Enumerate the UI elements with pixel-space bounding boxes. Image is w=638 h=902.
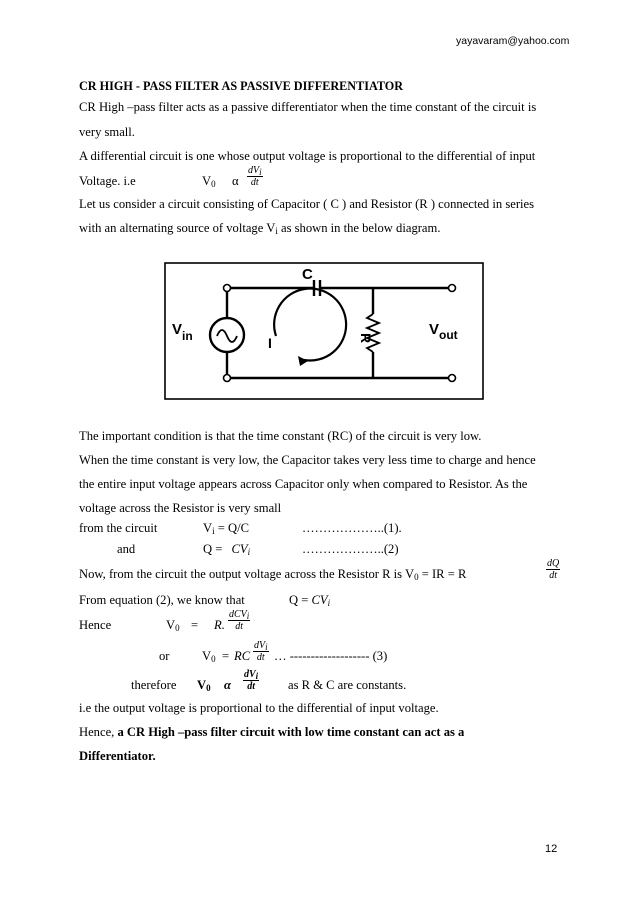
or-c: = xyxy=(222,649,230,663)
eq2-mid-a: Q = xyxy=(203,542,223,556)
there-den: dt xyxy=(247,681,255,692)
hence-num-sub: i xyxy=(246,611,250,621)
eq1-left: from the circuit xyxy=(79,521,158,535)
intro-v0-symbol: V xyxy=(202,174,212,188)
intro-line-3: A differential circuit is one whose output voltage is proportional to the differential of input xyxy=(79,149,536,163)
label-vout-v: V xyxy=(429,321,440,338)
hence-c: = xyxy=(191,618,199,632)
or-num: dV xyxy=(254,640,266,651)
eq2-mid-b: CV xyxy=(231,542,248,556)
terminal-out-top xyxy=(449,285,456,292)
or-v0 xyxy=(202,648,216,664)
there-v0 xyxy=(197,677,211,693)
conclusion-line-2: Differentiator. xyxy=(79,749,156,763)
now-line xyxy=(79,566,466,582)
eq2-mid-sub: i xyxy=(247,547,251,557)
eq2-left: and xyxy=(117,542,136,556)
intro-alpha: α xyxy=(232,174,239,188)
fromeq-b xyxy=(289,592,330,608)
there-b: V xyxy=(197,678,207,692)
intro-v0 xyxy=(202,173,216,189)
label-current: I xyxy=(268,335,272,351)
intro-frac-num-sub: i xyxy=(259,167,262,177)
label-vout xyxy=(429,321,458,342)
there-num-sub: i xyxy=(255,671,259,681)
label-c: C xyxy=(302,266,313,283)
intro-frac-den: dt xyxy=(250,177,259,188)
label-vin xyxy=(172,321,193,343)
hence-v0 xyxy=(166,617,180,633)
or-fraction xyxy=(253,640,269,663)
fromeq-a: From equation (2), we know that xyxy=(79,593,245,607)
label-vout-sub: out xyxy=(439,328,458,342)
terminal-out-bottom xyxy=(449,375,456,382)
hence-den: dt xyxy=(235,621,244,632)
now-sub: 0 xyxy=(414,572,419,582)
body-line-4: voltage across the Resistor is very small xyxy=(79,501,282,515)
there-c: α xyxy=(224,678,231,692)
body-line-3: the entire input voltage appears across Capacitor only when compared to Resistor. As the xyxy=(79,477,528,491)
hence-sub: 0 xyxy=(175,623,180,633)
label-vin-sub: in xyxy=(182,329,193,343)
intro-line-1: CR High –pass filter acts as a passive differentiator when the time constant of the circuit is xyxy=(79,100,537,114)
hence2-b: a CR High –pass filter circuit with low time constant can act as a xyxy=(114,725,465,739)
eq1-mid-b: = Q/C xyxy=(214,521,250,535)
there-a: therefore xyxy=(131,678,177,692)
eq2-right: ………………..(2) xyxy=(302,542,399,556)
intro-line-5-sub: i xyxy=(275,226,278,236)
conclusion-line-1 xyxy=(79,724,464,740)
section-title: CR HIGH - PASS FILTER AS PASSIVE DIFFERENTIATOR xyxy=(79,79,404,93)
there-d: as R & C are constants. xyxy=(288,678,407,692)
sine-wave-icon xyxy=(217,330,237,342)
dq-dt-fraction xyxy=(546,558,560,581)
intro-dvi-dt-fraction xyxy=(247,165,263,188)
hence-fraction xyxy=(228,609,250,632)
or-a: or xyxy=(159,649,170,663)
intro-line-4: Let us consider a circuit consisting of Capacitor ( C ) and Resistor (R ) connected in series xyxy=(79,197,534,211)
fromeq-b-text: Q = xyxy=(289,593,309,607)
hence-a: Hence xyxy=(79,618,112,632)
intro-line-2: very small. xyxy=(79,125,135,139)
intro-line-5a: with an alternating source of voltage V xyxy=(79,221,276,235)
intro-frac-num: dV xyxy=(248,165,260,176)
page-number: 12 xyxy=(545,843,558,855)
eq1-right: ………………..(1). xyxy=(302,521,402,535)
header-email: yayavaram@yahoo.com xyxy=(456,35,570,47)
dq-den: dt xyxy=(549,570,557,581)
there-num: dV xyxy=(244,669,256,680)
eq1-mid xyxy=(203,520,249,536)
there-sub: 0 xyxy=(206,683,211,693)
terminal-in-bottom xyxy=(224,375,231,382)
terminal-in-top xyxy=(224,285,231,292)
eq2-mid xyxy=(203,541,250,557)
intro-v0-sub: 0 xyxy=(211,179,216,189)
body-line-2: When the time constant is very low, the Capacitor takes very less time to charge and hence xyxy=(79,453,536,467)
fromeq-c: CV xyxy=(311,593,328,607)
intro-line-5 xyxy=(79,220,440,236)
current-arrow-head xyxy=(298,356,308,366)
current-loop-arrow xyxy=(274,289,346,361)
hence-b: V xyxy=(166,618,176,632)
voltage-label: Voltage. i.e xyxy=(79,174,136,188)
or-b: V xyxy=(202,649,212,663)
body-line-1: The important condition is that the time constant (RC) of the circuit is very low. xyxy=(79,429,482,443)
circuit-diagram xyxy=(164,262,484,400)
now-a: Now, from the circuit the output voltage across the Resistor R is V xyxy=(79,567,415,581)
or-sub: 0 xyxy=(211,654,216,664)
or-den: dt xyxy=(256,652,265,663)
label-r: R xyxy=(358,332,374,344)
label-vin-v: V xyxy=(172,321,183,338)
now-b: = IR = R xyxy=(418,567,467,581)
dq-num: dQ xyxy=(547,558,560,569)
or-e: … ------------------- (3) xyxy=(274,649,388,663)
fromeq-sub: i xyxy=(327,598,331,608)
there-fraction xyxy=(243,669,259,692)
hence-d: R. xyxy=(214,618,225,632)
or-d: RC xyxy=(234,649,251,663)
hence-num: dCV xyxy=(229,609,247,620)
eq1-mid-a: V xyxy=(203,521,213,535)
intro-line-5b: as shown in the below diagram. xyxy=(277,221,441,235)
ie-line: i.e the output voltage is proportional to the differential of input voltage. xyxy=(79,701,439,715)
eq1-mid-sub: i xyxy=(212,526,215,536)
or-num-sub: i xyxy=(265,642,268,652)
hence2-a: Hence, xyxy=(79,725,115,739)
